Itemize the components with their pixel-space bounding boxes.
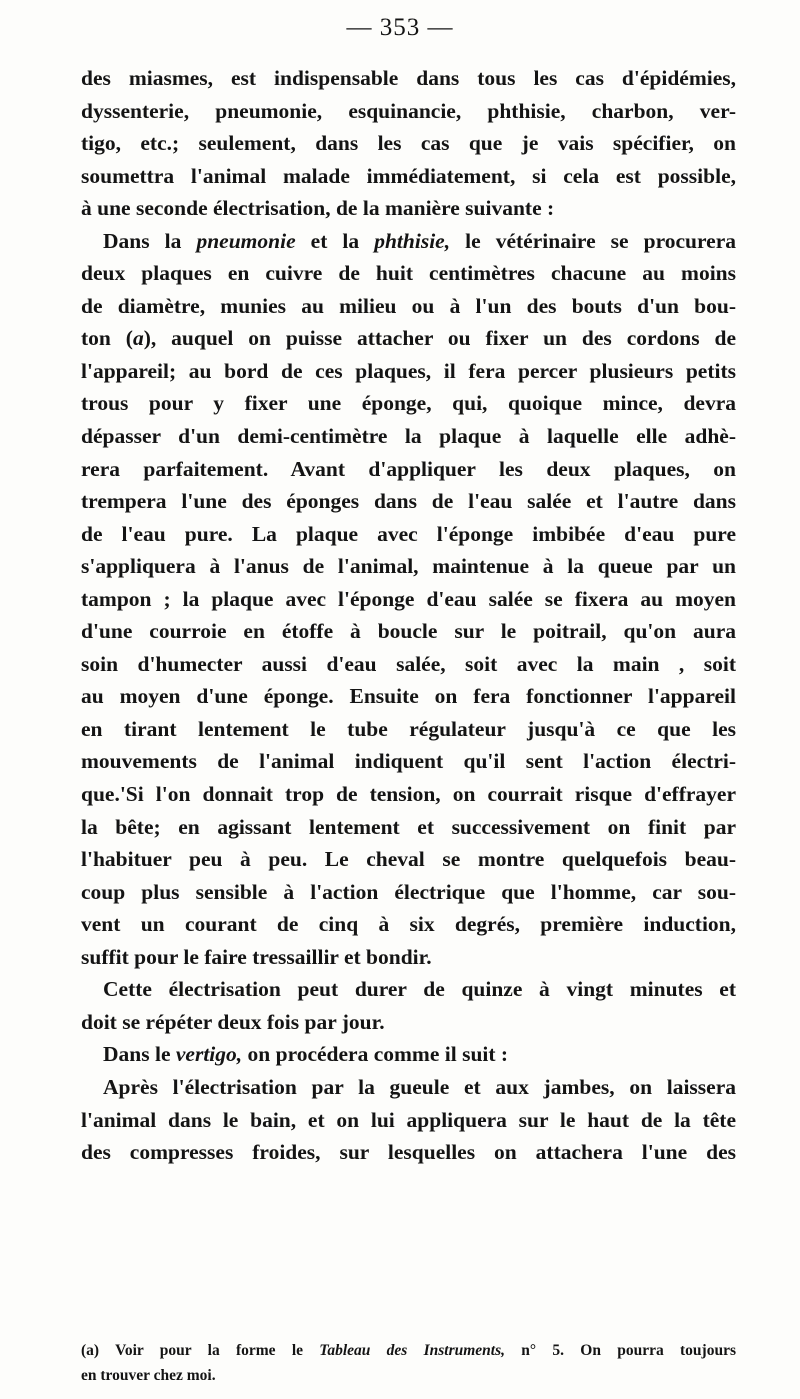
text-line: trous pour y fixer une éponge, qui, quoique mince, devra xyxy=(81,391,736,416)
text-line: de l'eau pure. La plaque avec l'éponge imbibée d'eau pure xyxy=(81,521,736,546)
text-run: Dans le xyxy=(103,1042,176,1067)
text-line: Cette électrisation peut durer de quinze à vingt minutes et xyxy=(103,977,736,1002)
text-line: doit se répéter deux fois par jour. xyxy=(81,1009,385,1034)
text-run: ton ( xyxy=(81,326,133,351)
text-line: l'animal dans le bain, et on lui appliquera sur le haut de la tête xyxy=(81,1107,736,1132)
text-line: dépasser d'un demi-centimètre la plaque à laquelle elle adhè- xyxy=(81,424,736,449)
page-number: — 353 — xyxy=(346,14,454,41)
footnote-line: en trouver chez moi. xyxy=(81,1367,216,1384)
text-line: soin d'humecter aussi d'eau salée, soit avec la main , soit xyxy=(81,651,736,676)
text-line: tampon ; la plaque avec l'éponge d'eau salée se fixera au moyen xyxy=(81,586,736,611)
text-line: l'habituer peu à peu. Le cheval se montre quelquefois beau- xyxy=(81,847,736,872)
text-line: au moyen d'une éponge. Ensuite on fera fonctionner l'appareil xyxy=(81,684,736,709)
text-line: que.'Si l'on donnait trop de tension, on courrait risque d'effrayer xyxy=(81,782,736,807)
text-run: Dans la xyxy=(103,228,197,253)
text-line: vent un courant de cinq à six degrés, première induction, xyxy=(81,912,736,937)
text-line: tigo, etc.; seulement, dans les cas que je vais spécifier, on xyxy=(81,131,736,156)
text-line: Après l'électrisation par la gueule et aux jambes, on laissera xyxy=(103,1074,736,1099)
italic-title-tableau: Tableau des Instruments, xyxy=(319,1342,506,1359)
text-line: trempera l'une des éponges dans de l'eau salée et l'autre dans xyxy=(81,489,736,514)
text-line-with-note-ref xyxy=(81,322,736,355)
text-line: s'appliquera à l'anus de l'animal, maintenue à la queue par un xyxy=(81,554,736,579)
text-run: (a) Voir pour la forme le xyxy=(81,1342,320,1359)
italic-term-vertigo: vertigo, xyxy=(175,1042,243,1067)
text-line: en tirant lentement le tube régulateur jusqu'à ce que les xyxy=(81,716,736,741)
text-run: n° 5. On pourra toujours xyxy=(505,1342,736,1359)
footnote-line xyxy=(81,1338,736,1363)
text-line: suffit pour le faire tressaillir et bondir. xyxy=(81,944,432,969)
body-text xyxy=(81,62,736,1169)
footnote-ref: a xyxy=(132,326,144,351)
text-run: et la xyxy=(295,228,375,253)
italic-term-pneumonie: pneumonie xyxy=(196,228,296,253)
text-line: dyssenterie, pneumonie, esquinancie, phthisie, charbon, ver- xyxy=(81,98,736,123)
text-run: le vétérinaire se procurera xyxy=(450,228,736,253)
text-line: l'appareil; au bord de ces plaques, il fera percer plusieurs petits xyxy=(81,358,736,383)
text-line: soumettra l'animal malade immédiatement, si cela est possible, xyxy=(81,163,736,188)
text-line: à une seconde électrisation, de la manière suivante : xyxy=(81,196,555,221)
text-line: coup plus sensible à l'action électrique que l'homme, car sou- xyxy=(81,879,736,904)
text-line: des miasmes, est indispensable dans tous les cas d'épidémies, xyxy=(81,66,736,90)
text-line: deux plaques en cuivre de huit centimètres chacune au moins xyxy=(81,261,736,286)
footnote xyxy=(81,1338,736,1388)
text-line: mouvements de l'animal indiquent qu'il sent l'action électri- xyxy=(81,749,736,774)
text-line: rera parfaitement. Avant d'appliquer les deux plaques, on xyxy=(81,456,736,481)
text-line: la bête; en agissant lentement et successivement on finit par xyxy=(81,814,736,839)
text-line: des compresses froides, sur lesquelles on attachera l'une des xyxy=(81,1140,736,1165)
text-line: de diamètre, munies au milieu ou à l'un des bouts d'un bou- xyxy=(81,293,736,318)
paragraph-vertigo-start xyxy=(81,1038,736,1071)
text-run: on procédera comme il suit : xyxy=(242,1042,509,1067)
italic-term-phthisie: phthisie, xyxy=(374,228,451,253)
paragraph-pneumonie-start xyxy=(81,225,736,258)
text-run: ), auquel on puisse attacher ou fixer un des cordons de xyxy=(143,326,737,351)
text-line: d'une courroie en étoffe à boucle sur le poitrail, qu'on aura xyxy=(81,619,736,644)
